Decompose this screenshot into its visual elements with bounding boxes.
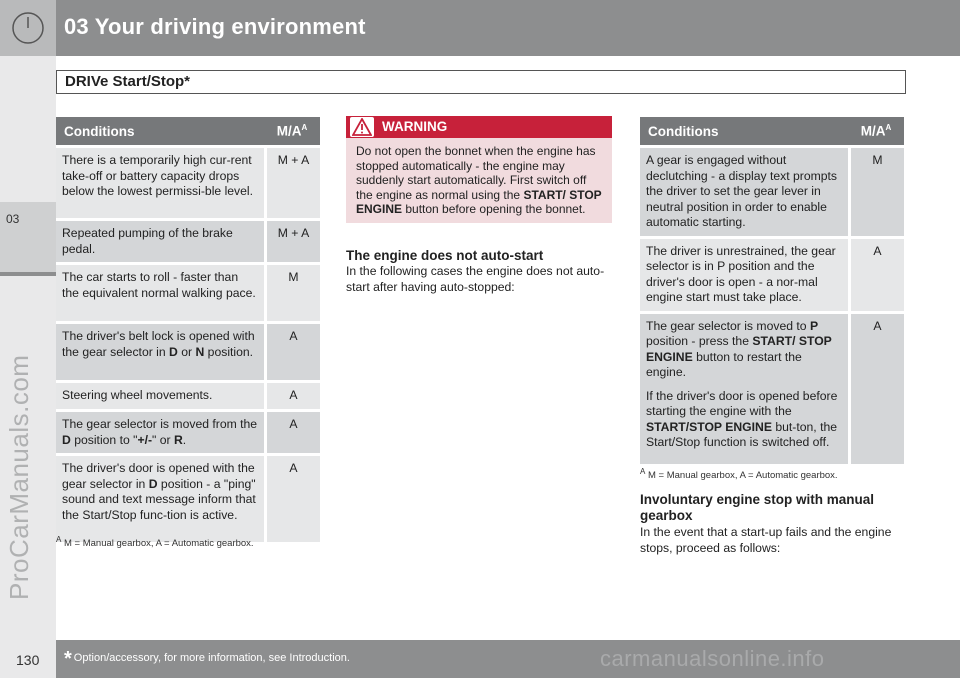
table-row: [56, 265, 320, 321]
table-row: [56, 383, 320, 409]
footer-note: * Option/accessory, for more information, see Introduction.: [64, 648, 350, 670]
gauge-icon-tile: [0, 0, 56, 56]
asterisk: *: [64, 648, 72, 670]
row-condition: The car starts to roll - faster than the equivalent normal walking pace.: [56, 265, 264, 321]
row-value: M + A: [264, 221, 320, 262]
row-value: A: [264, 324, 320, 380]
footer-watermark: carmanualsonline.info: [600, 646, 825, 671]
col-conditions: Conditions: [640, 117, 848, 145]
row-condition: There is a temporarily high cur-rent take-off or battery capacity drops below the lowest permissi-ble level.: [56, 148, 264, 218]
row-condition: A gear is engaged without declutching - a display text prompts the driver to set the gear lever in neutral position in order to enable automatic starting.: [640, 148, 848, 236]
row-value: A: [848, 314, 904, 464]
warning-triangle-icon: [352, 118, 372, 136]
warning-triangle-tile: [350, 117, 374, 137]
row-value: A: [264, 412, 320, 453]
chapter-number: 03: [6, 212, 20, 226]
row-condition: The gear selector is moved to P position - press the START/ STOP ENGINE button to restart the engine. If the driver's door is opened before starting the engine with the START/STOP ENGINE but-ton, the Start/Stop function is switched off.: [640, 314, 848, 464]
row-value: M: [264, 265, 320, 321]
row-condition: Repeated pumping of the brake pedal.: [56, 221, 264, 262]
table-header: [56, 117, 320, 145]
row-value: M: [848, 148, 904, 236]
row-value: A: [264, 456, 320, 542]
table-row: [56, 456, 320, 542]
section-bar: [56, 70, 906, 94]
table-row: [640, 314, 904, 464]
heading-involuntary-stop: Involuntary engine stop with manual gearbox: [640, 492, 875, 523]
row-condition: The driver's door is opened with the gear selector in D position - a "ping" sound and text message inform that the Start/Stop func-tion is active.: [56, 456, 264, 542]
sidebar-strip: [0, 56, 56, 202]
footnote-left: $^A$ M = Manual gearbox, A = Automatic gearbox.: [56, 535, 254, 550]
sidebar-watermark: ProCarManuals.com: [4, 354, 34, 600]
footnote-right: $^A$ M = Manual gearbox, A = Automatic gearbox.: [640, 467, 838, 482]
warning-box: [346, 116, 612, 223]
table-row: [56, 412, 320, 453]
row-condition: Steering wheel movements.: [56, 383, 264, 409]
section-title: DRIVe Start/Stop*: [65, 73, 191, 90]
row-value: A: [264, 383, 320, 409]
table-row: [640, 148, 904, 236]
page-number: 130: [16, 652, 40, 668]
col-ma: $M/A^A$: [264, 117, 320, 145]
row-value: M + A: [264, 148, 320, 218]
chapter-header: [0, 0, 960, 56]
warning-header: [346, 116, 612, 138]
conditions-table-right: [640, 114, 904, 467]
col-ma: $M/A^A$: [848, 117, 904, 145]
heading-no-autostart: The engine does not auto-start: [346, 248, 544, 263]
gauge-icon: [10, 10, 46, 46]
row-value: A: [848, 239, 904, 311]
body-no-autostart: In the following cases the engine does not auto-start after having auto-stopped:: [346, 264, 605, 294]
table-row: [56, 148, 320, 218]
conditions-table-left: [56, 114, 320, 545]
page-number-box: [0, 640, 56, 678]
row-condition: The driver is unrestrained, the gear selector is in P position and the driver's door is open - a nor-mal engine start must take place.: [640, 239, 848, 311]
table-row: [640, 239, 904, 311]
row-condition: The driver's belt lock is opened with the gear selector in D or N position.: [56, 324, 264, 380]
col-conditions: Conditions: [56, 117, 264, 145]
warning-text: Do not open the bonnet when the engine has stopped automatically - the engine may suddenly start automatically. First switch off the engine as normal using the START/ STOP ENGINE button before opening the bonnet.: [346, 138, 612, 223]
body-involuntary-stop: In the event that a start-up fails and the engine stops, proceed as follows:: [640, 525, 892, 555]
warning-label: WARNING: [382, 119, 448, 134]
table-header: [640, 117, 904, 145]
row-condition: The gear selector is moved from the D position to "+/-" or R.: [56, 412, 264, 453]
table-row: [56, 221, 320, 262]
table-row: [56, 324, 320, 380]
page-footer: [0, 640, 960, 678]
chapter-title: 03 Your driving environment: [64, 14, 366, 39]
